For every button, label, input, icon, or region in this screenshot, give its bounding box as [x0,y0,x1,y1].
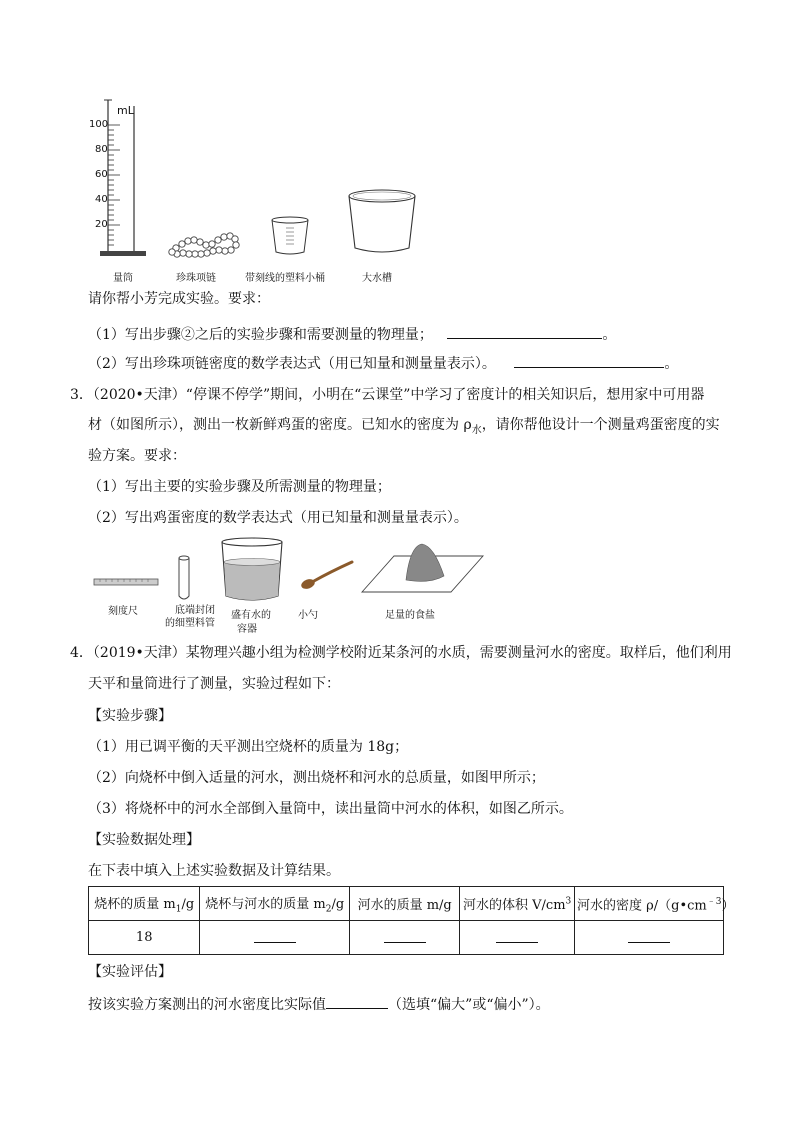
table-header-cell: 河水的质量 m/g [350,887,460,921]
q4-eval-line [88,993,550,1015]
cylinder-tick-label: 100 [89,119,109,130]
table-header-cell: 河水的密度 $\rho/(g•cm^{﹣3})$ [574,887,723,921]
table-row [89,921,724,955]
answer-blank[interactable] [384,928,426,943]
q4-data-title: 【实验数据处理】 [88,832,200,848]
caption-container-line2: 容器 [237,624,257,635]
q2-intro: 请你帮小芳完成实验。要求： [88,291,270,307]
q2-item2-text: （2）写出珍珠项链密度的数学表达式（用已知量和测量量表示）。 [88,356,496,372]
answer-blank[interactable] [628,928,670,943]
caption-tube-line1: 底端封闭 [175,605,215,616]
q4-eval-pre: 按该实验方案测出的河水密度比实际值 [88,997,326,1013]
caption-trough: 大水槽 [362,273,392,284]
answer-blank[interactable] [254,928,296,943]
ruler-icon [94,579,158,585]
table-header-cell: 烧杯的质量 $m_1/g$ [89,887,200,921]
plastic-tube-icon [179,556,189,599]
table-cell: 18 [89,921,200,955]
answer-blank[interactable] [447,323,602,339]
answer-blank[interactable] [514,352,664,368]
q2-item1 [88,323,616,345]
figure-apparatus-1 [86,96,426,266]
water-trough-icon [349,190,415,252]
answer-blank[interactable] [326,993,388,1009]
caption-necklace: 珍珠项链 [176,273,216,284]
q3-line3: 验方案。要求： [88,448,186,464]
caption-ruler: 刻度尺 [108,606,138,617]
q3-line2-post: ，请你帮他设计一个测量鸡蛋密度的实 [481,417,720,433]
salt-pile-icon [362,544,483,592]
q4-steps-title: 【实验步骤】 [88,708,172,724]
q3-line2 [88,415,720,441]
table-cell [460,921,575,955]
plastic-bucket-icon [272,217,308,254]
caption-spoon: 小勺 [298,610,318,621]
q3-line2-sub: 水 [471,424,482,436]
water-container-icon [222,538,282,600]
cylinder-tick-label: 60 [95,169,108,180]
spoon-icon [300,562,352,591]
q4-step3: （3）将烧杯中的河水全部倒入量筒中，读出量筒中河水的体积，如图乙所示。 [88,801,573,817]
q2-item1-text: （1）写出步骤②之后的实验步骤和需要测量的物理量； [88,327,433,343]
q3-line1: 3．（2020•天津）“停课不停学”期间，小明在“云课堂”中学习了密度计的相关知识后，想用家中可用器 [70,387,705,403]
caption-bucket: 带刻线的塑料小桶 [245,273,325,284]
table-cell [200,921,350,955]
caption-container-line1: 盛有水的 [231,610,271,621]
cylinder-unit-label: mL [117,104,134,117]
table-header-cell: 烧杯与河水的质量 $m_2/g$ [200,887,350,921]
q2-item1-end: 。 [602,327,617,343]
table-cell [350,921,460,955]
cylinder-tick-label: 40 [95,194,108,205]
cylinder-tick-label: 80 [95,144,108,155]
q3-item1: （1）写出主要的实验步骤及所需测量的物理量； [88,479,391,495]
q4-line2: 天平和量筒进行了测量，实验过程如下： [88,676,340,692]
q4-step2: （2）向烧杯中倒入适量的河水，测出烧杯和河水的总质量，如图甲所示； [88,770,545,786]
q4-line1: 4．（2019•天津）某物理兴趣小组为检测学校附近某条河的水质，需要测量河水的密度。取样后，他们利用 [70,645,732,661]
q4-data-intro: 在下表中填入上述实验数据及计算结果。 [88,863,340,879]
table-cell [574,921,723,955]
table-header-cell: 河水的体积 $V/cm^3$ [460,887,575,921]
q2-item2-end: 。 [664,356,679,372]
q2-item2 [88,352,678,374]
q4-step1: （1）用已调平衡的天平测出空烧杯的质量为 18g； [88,739,409,755]
caption-cylinder: 量筒 [113,273,133,284]
figure-apparatus-2 [90,534,490,614]
cylinder-tick-label: 20 [95,219,108,230]
caption-salt: 足量的食盐 [385,610,435,621]
q4-eval-post: （选填“偏大”或“偏小”）。 [388,997,550,1013]
caption-tube-line2: 的细塑料管 [165,618,215,629]
table-header-row [89,887,724,921]
q3-item2: （2）写出鸡蛋密度的数学表达式（用已知量和测量量表示）。 [88,510,468,526]
q3-line2-pre: 材（如图所示），测出一枚新鲜鸡蛋的密度。已知水的密度为 ρ [88,417,472,433]
data-table [88,886,735,955]
q4-eval-title: 【实验评估】 [88,964,172,980]
answer-blank[interactable] [496,928,538,943]
pearl-necklace-icon [169,233,239,257]
